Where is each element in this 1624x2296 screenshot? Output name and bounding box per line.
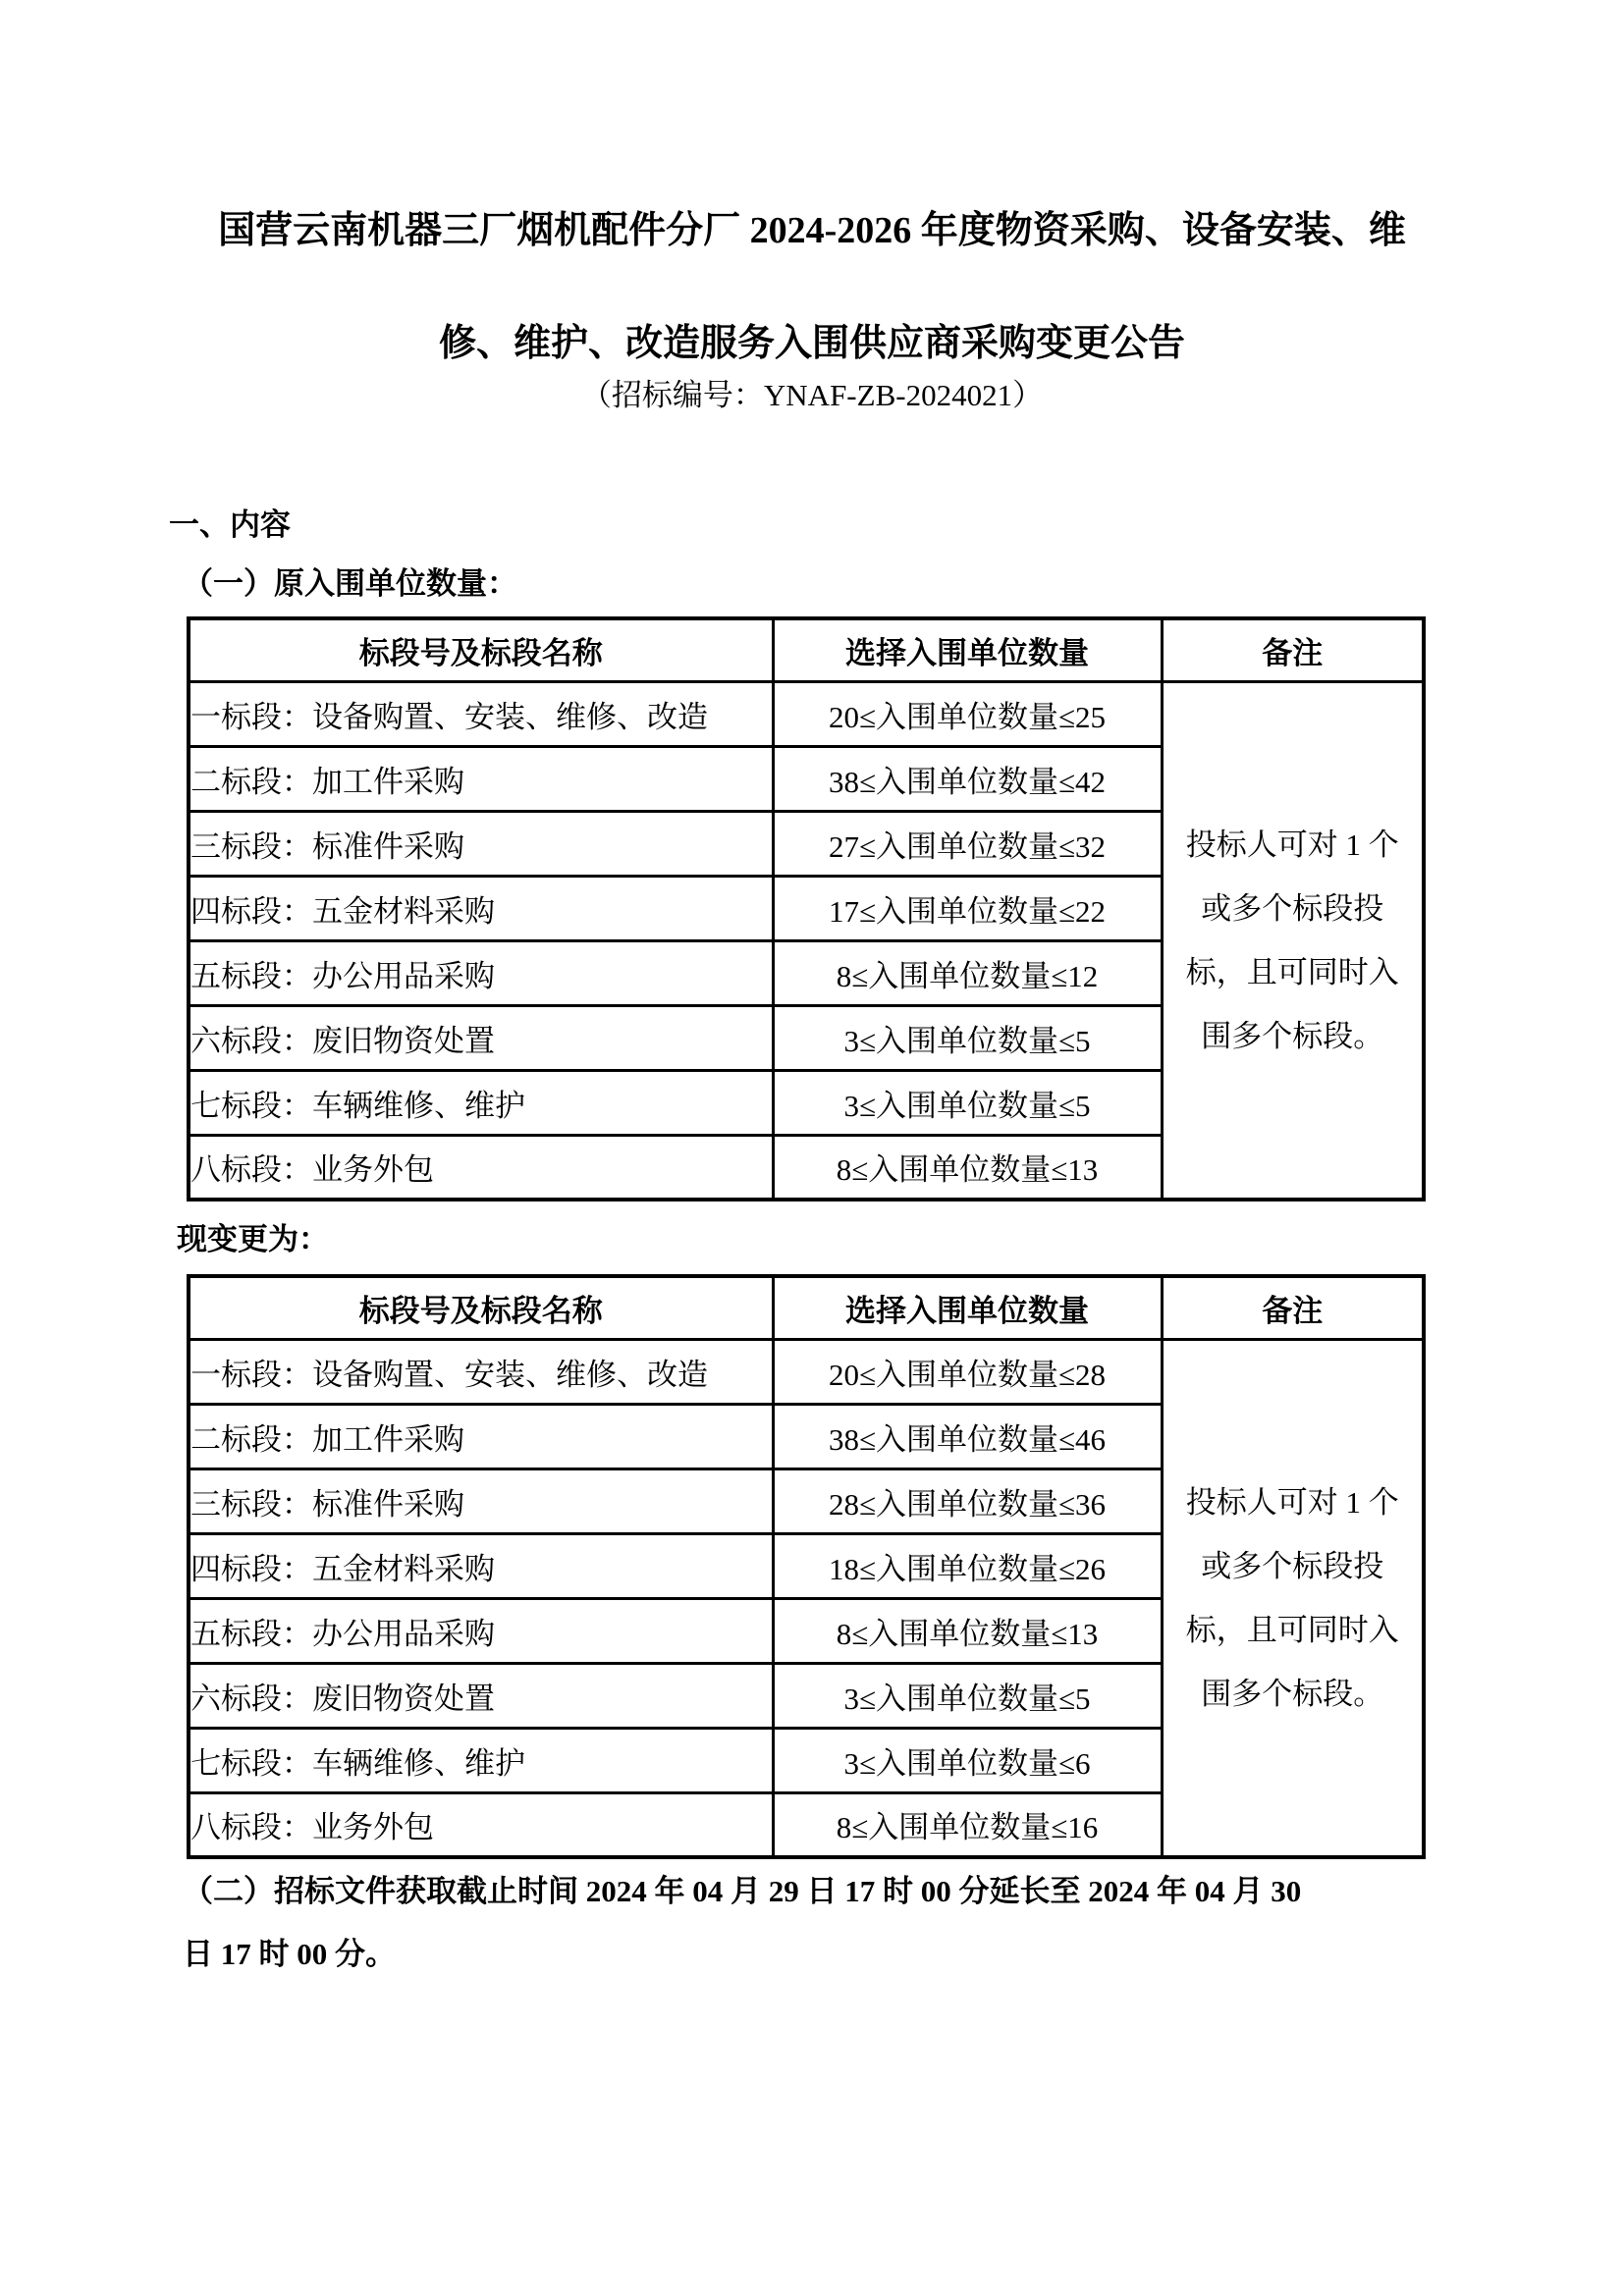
remark-line: 围多个标段。 <box>1201 1676 1384 1711</box>
remark-line: 围多个标段。 <box>1201 1018 1384 1053</box>
segment-name-cell: 三标段：标准件采购 <box>189 1468 773 1533</box>
quantity-range-cell: 27≤入围单位数量≤32 <box>773 811 1162 876</box>
header-quantity: 选择入围单位数量 <box>773 618 1162 681</box>
segment-name-cell: 四标段：五金材料采购 <box>189 1533 773 1598</box>
section-heading-content: 一、内容 <box>169 507 291 542</box>
table-row <box>189 1339 1424 1404</box>
quantity-range-cell: 8≤入围单位数量≤16 <box>773 1792 1162 1857</box>
header-segment-name: 标段号及标段名称 <box>189 618 773 681</box>
quantity-range-cell: 8≤入围单位数量≤13 <box>773 1598 1162 1663</box>
changed-quantity-table-wrapper <box>187 1274 1426 1859</box>
quantity-range-cell: 8≤入围单位数量≤12 <box>773 940 1162 1005</box>
closing-line-1: （二）招标文件获取截止时间 2024 年 04 月 29 日 17 时 00 分延长至 2024 年 04 月 30 <box>183 1874 1302 1908</box>
header-quantity: 选择入围单位数量 <box>773 1276 1162 1339</box>
segment-name-cell: 一标段：设备购置、安装、维修、改造 <box>189 1339 773 1404</box>
header-remark: 备注 <box>1162 618 1424 681</box>
quantity-range-cell: 20≤入围单位数量≤28 <box>773 1339 1162 1404</box>
quantity-range-cell: 17≤入围单位数量≤22 <box>773 876 1162 940</box>
table-header-row <box>189 1276 1424 1339</box>
page-title-line-2: 修、维护、改造服务入围供应商采购变更公告 <box>438 323 1185 364</box>
quantity-range-cell: 20≤入围单位数量≤25 <box>773 681 1162 746</box>
remark-line: 投标人可对 1 个 <box>1185 827 1399 862</box>
table-row <box>189 681 1424 746</box>
closing-paragraph <box>183 1860 1449 1986</box>
quantity-range-cell: 38≤入围单位数量≤42 <box>773 746 1162 811</box>
remark-cell <box>1162 1339 1424 1857</box>
segment-name-cell: 七标段：车辆维修、维护 <box>189 1070 773 1135</box>
original-quantity-table <box>187 616 1426 1201</box>
segment-name-cell: 二标段：加工件采购 <box>189 746 773 811</box>
quantity-range-cell: 8≤入围单位数量≤13 <box>773 1135 1162 1200</box>
change-label: 现变更为： <box>177 1222 329 1256</box>
segment-name-cell: 六标段：废旧物资处置 <box>189 1005 773 1070</box>
subsection-heading-original-quantity: （一）原入围单位数量： <box>183 566 517 601</box>
quantity-range-cell: 3≤入围单位数量≤5 <box>773 1005 1162 1070</box>
segment-name-cell: 五标段：办公用品采购 <box>189 1598 773 1663</box>
segment-name-cell: 七标段：车辆维修、维护 <box>189 1728 773 1792</box>
segment-name-cell: 四标段：五金材料采购 <box>189 876 773 940</box>
remark-line: 或多个标段投 <box>1201 1548 1384 1583</box>
remark-line: 或多个标段投 <box>1201 890 1384 926</box>
quantity-range-cell: 18≤入围单位数量≤26 <box>773 1533 1162 1598</box>
segment-name-cell: 三标段：标准件采购 <box>189 811 773 876</box>
page-title <box>0 175 1624 400</box>
table-header-row <box>189 618 1424 681</box>
quantity-range-cell: 3≤入围单位数量≤5 <box>773 1070 1162 1135</box>
header-segment-name: 标段号及标段名称 <box>189 1276 773 1339</box>
header-remark: 备注 <box>1162 1276 1424 1339</box>
segment-name-cell: 八标段：业务外包 <box>189 1792 773 1857</box>
quantity-range-cell: 38≤入围单位数量≤46 <box>773 1404 1162 1468</box>
remark-line: 标，且可同时入 <box>1185 954 1399 989</box>
remark-cell <box>1162 681 1424 1200</box>
segment-name-cell: 五标段：办公用品采购 <box>189 940 773 1005</box>
page-title-line-1: 国营云南机器三厂烟机配件分厂 2024-2026 年度物资采购、设备安装、维 <box>218 210 1406 251</box>
segment-name-cell: 二标段：加工件采购 <box>189 1404 773 1468</box>
tender-number: （招标编号：YNAF-ZB-2024021） <box>580 378 1044 412</box>
original-quantity-table-wrapper <box>187 616 1426 1201</box>
quantity-range-cell: 28≤入围单位数量≤36 <box>773 1468 1162 1533</box>
segment-name-cell: 八标段：业务外包 <box>189 1135 773 1200</box>
quantity-range-cell: 3≤入围单位数量≤6 <box>773 1728 1162 1792</box>
segment-name-cell: 一标段：设备购置、安装、维修、改造 <box>189 681 773 746</box>
remark-line: 投标人可对 1 个 <box>1185 1484 1399 1520</box>
changed-quantity-table <box>187 1274 1426 1859</box>
remark-line: 标，且可同时入 <box>1185 1612 1399 1647</box>
closing-line-2: 日 17 时 00 分。 <box>183 1937 396 1971</box>
quantity-range-cell: 3≤入围单位数量≤5 <box>773 1663 1162 1728</box>
segment-name-cell: 六标段：废旧物资处置 <box>189 1663 773 1728</box>
